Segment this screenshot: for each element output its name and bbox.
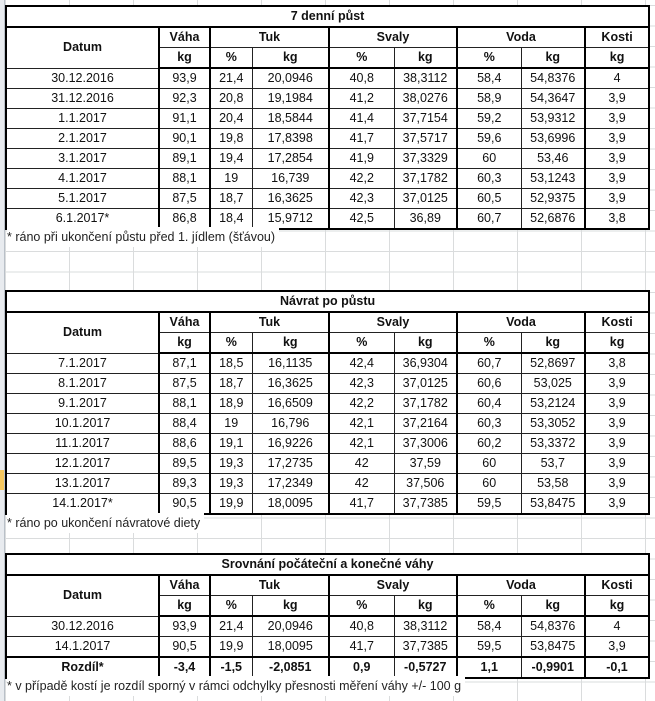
table-row — [6, 374, 649, 394]
cell-tuk-pct[interactable]: 20,4 — [210, 109, 252, 129]
cell-svaly-kg[interactable]: 37,1782 — [394, 169, 457, 189]
cell-datum[interactable]: 14.1.2017* — [6, 494, 159, 515]
header-voda[interactable]: Voda — [457, 312, 585, 333]
cell-svaly-pct[interactable]: 42,3 — [329, 374, 394, 394]
cell-datum[interactable]: 30.12.2016 — [6, 616, 159, 637]
header-datum[interactable]: Datum — [6, 312, 159, 353]
difference-row — [6, 657, 649, 678]
cell-vaha-kg[interactable]: 90,1 — [159, 129, 210, 149]
cell-tuk-pct[interactable]: 18,7 — [210, 374, 252, 394]
cell-voda-pct[interactable]: 60,3 — [457, 414, 521, 434]
cell-vaha-kg[interactable]: 89,5 — [159, 454, 210, 474]
diff-svaly-kg[interactable]: -0,5727 — [394, 657, 457, 678]
cell-tuk-pct[interactable]: 18,5 — [210, 353, 252, 374]
header-tuk[interactable]: Tuk — [210, 575, 329, 596]
cell-tuk-kg[interactable]: 16,3625 — [252, 189, 329, 209]
table-row — [6, 89, 649, 109]
cell-vaha-kg[interactable]: 90,5 — [159, 637, 210, 658]
cell-tuk-pct[interactable]: 19,3 — [210, 454, 252, 474]
header-svaly[interactable]: Svaly — [329, 312, 457, 333]
cell-voda-pct[interactable]: 60 — [457, 454, 521, 474]
cell-tuk-pct[interactable]: 19,3 — [210, 474, 252, 494]
table-row — [6, 149, 649, 169]
cell-vaha-kg[interactable]: 87,5 — [159, 374, 210, 394]
cell-vaha-kg[interactable]: 87,1 — [159, 353, 210, 374]
diff-svaly-pct[interactable]: 0,9 — [329, 657, 394, 678]
cell-datum[interactable]: 7.1.2017 — [6, 353, 159, 374]
cell-svaly-pct[interactable]: 40,8 — [329, 68, 394, 89]
cell-tuk-kg[interactable]: 16,9226 — [252, 434, 329, 454]
table-row — [6, 454, 649, 474]
cell-svaly-pct[interactable]: 42 — [329, 474, 394, 494]
cell-datum[interactable]: 30.12.2016 — [6, 68, 159, 89]
table-title[interactable]: 7 denní půst — [6, 6, 649, 27]
unit-svaly-pct[interactable]: % — [329, 596, 394, 617]
header-tuk[interactable]: Tuk — [210, 27, 329, 48]
cell-tuk-pct[interactable]: 18,7 — [210, 189, 252, 209]
cell-datum[interactable]: 11.1.2017 — [6, 434, 159, 454]
cell-svaly-kg[interactable]: 37,0125 — [394, 189, 457, 209]
cell-vaha-kg[interactable]: 89,3 — [159, 474, 210, 494]
cell-vaha-kg[interactable]: 86,8 — [159, 209, 210, 230]
cell-kosti-kg[interactable]: 3,9 — [585, 149, 649, 169]
cell-voda-pct[interactable]: 58,4 — [457, 616, 521, 637]
cell-svaly-pct[interactable]: 41,4 — [329, 109, 394, 129]
header-vaha[interactable]: Váha — [159, 312, 210, 333]
table-row — [6, 434, 649, 454]
table-row — [6, 394, 649, 414]
unit-vaha-kg[interactable]: kg — [159, 48, 210, 69]
cell-voda-kg[interactable]: 53,1243 — [521, 169, 585, 189]
cell-voda-kg[interactable]: 54,3647 — [521, 89, 585, 109]
cell-svaly-kg[interactable]: 37,0125 — [394, 374, 457, 394]
cell-svaly-kg[interactable]: 37,506 — [394, 474, 457, 494]
unit-voda-pct[interactable]: % — [457, 333, 521, 354]
cell-kosti-kg[interactable]: 3,9 — [585, 414, 649, 434]
cell-svaly-kg[interactable]: 37,59 — [394, 454, 457, 474]
cell-svaly-pct[interactable]: 41,9 — [329, 149, 394, 169]
cell-tuk-pct[interactable]: 21,4 — [210, 68, 252, 89]
cell-kosti-kg[interactable]: 3,9 — [585, 637, 649, 658]
cell-voda-kg[interactable]: 53,58 — [521, 474, 585, 494]
header-voda[interactable]: Voda — [457, 27, 585, 48]
cell-kosti-kg[interactable]: 3,8 — [585, 353, 649, 374]
cell-tuk-pct[interactable]: 19 — [210, 414, 252, 434]
header-vaha[interactable]: Váha — [159, 27, 210, 48]
table-row — [6, 414, 649, 434]
header-voda[interactable]: Voda — [457, 575, 585, 596]
cell-voda-pct[interactable]: 60,2 — [457, 434, 521, 454]
cell-tuk-pct[interactable]: 18,9 — [210, 394, 252, 414]
table-title-row — [6, 291, 649, 312]
table-row — [6, 129, 649, 149]
diff-tuk-pct[interactable]: -1,5 — [210, 657, 252, 678]
diff-tuk-kg[interactable]: -2,0851 — [252, 657, 329, 678]
cell-datum[interactable]: 4.1.2017 — [6, 169, 159, 189]
table-title-row — [6, 554, 649, 575]
selected-row-indicator — [0, 470, 4, 490]
cell-svaly-pct[interactable]: 41,7 — [329, 129, 394, 149]
header-kosti[interactable]: Kosti — [585, 575, 649, 596]
cell-voda-kg[interactable]: 54,8376 — [521, 68, 585, 89]
cell-svaly-kg[interactable]: 37,5717 — [394, 129, 457, 149]
table-row — [6, 474, 649, 494]
unit-vaha-kg[interactable]: kg — [159, 596, 210, 617]
cell-datum[interactable]: 12.1.2017 — [6, 454, 159, 474]
table-row — [6, 353, 649, 374]
diff-kosti-kg[interactable]: -0,1 — [585, 657, 649, 678]
cell-tuk-kg[interactable]: 20,0946 — [252, 616, 329, 637]
cell-tuk-kg[interactable]: 20,0946 — [252, 68, 329, 89]
unit-voda-pct[interactable]: % — [457, 596, 521, 617]
cell-voda-kg[interactable]: 53,9312 — [521, 109, 585, 129]
cell-tuk-kg[interactable]: 17,8398 — [252, 129, 329, 149]
cell-datum[interactable]: 2.1.2017 — [6, 129, 159, 149]
cell-svaly-pct[interactable]: 42,2 — [329, 169, 394, 189]
cell-tuk-kg[interactable]: 18,5844 — [252, 109, 329, 129]
cell-svaly-pct[interactable]: 42 — [329, 454, 394, 474]
diff-voda-kg[interactable]: -0,9901 — [521, 657, 585, 678]
unit-voda-pct[interactable]: % — [457, 48, 521, 69]
table-row — [6, 169, 649, 189]
cell-svaly-kg[interactable]: 38,3112 — [394, 616, 457, 637]
cell-voda-pct[interactable]: 60,3 — [457, 169, 521, 189]
unit-svaly-kg[interactable]: kg — [394, 596, 457, 617]
cell-kosti-kg[interactable]: 3,9 — [585, 394, 649, 414]
cell-kosti-kg[interactable]: 3,9 — [585, 109, 649, 129]
cell-svaly-kg[interactable]: 37,7154 — [394, 109, 457, 129]
header-svaly[interactable]: Svaly — [329, 27, 457, 48]
cell-svaly-kg[interactable]: 37,1782 — [394, 394, 457, 414]
cell-voda-pct[interactable]: 60,7 — [457, 209, 521, 230]
cell-voda-pct[interactable]: 60 — [457, 149, 521, 169]
cell-vaha-kg[interactable]: 93,9 — [159, 616, 210, 637]
cell-kosti-kg[interactable]: 3,9 — [585, 169, 649, 189]
cell-voda-pct[interactable]: 60,6 — [457, 374, 521, 394]
table-row — [6, 637, 649, 658]
data-table-3 — [5, 553, 650, 679]
table-title[interactable]: Srovnání počáteční a konečné váhy — [6, 554, 649, 575]
cell-tuk-kg[interactable]: 18,0095 — [252, 494, 329, 515]
cell-voda-kg[interactable]: 53,8475 — [521, 494, 585, 515]
cell-svaly-pct[interactable]: 41,7 — [329, 637, 394, 658]
cell-tuk-pct[interactable]: 19,1 — [210, 434, 252, 454]
cell-tuk-kg[interactable]: 18,0095 — [252, 637, 329, 658]
cell-voda-kg[interactable]: 54,8376 — [521, 616, 585, 637]
unit-tuk-pct[interactable]: % — [210, 48, 252, 69]
cell-datum[interactable]: 6.1.2017* — [6, 209, 159, 230]
header-row — [6, 27, 649, 48]
cell-svaly-kg[interactable]: 38,3112 — [394, 68, 457, 89]
cell-svaly-kg[interactable]: 37,3006 — [394, 434, 457, 454]
data-table-1 — [5, 5, 650, 230]
cell-voda-pct[interactable]: 59,5 — [457, 494, 521, 515]
cell-voda-kg[interactable]: 53,6996 — [521, 129, 585, 149]
unit-voda-kg[interactable]: kg — [521, 596, 585, 617]
cell-tuk-pct[interactable]: 21,4 — [210, 616, 252, 637]
cell-svaly-kg[interactable]: 37,7385 — [394, 637, 457, 658]
cell-svaly-kg[interactable]: 37,3329 — [394, 149, 457, 169]
diff-label[interactable]: Rozdíl* — [6, 657, 159, 678]
cell-tuk-kg[interactable]: 16,796 — [252, 414, 329, 434]
header-kosti[interactable]: Kosti — [585, 27, 649, 48]
cell-voda-kg[interactable]: 53,7 — [521, 454, 585, 474]
cell-voda-pct[interactable]: 60 — [457, 474, 521, 494]
data-table-2 — [5, 290, 650, 515]
cell-tuk-kg[interactable]: 16,739 — [252, 169, 329, 189]
cell-tuk-kg[interactable]: 16,1135 — [252, 353, 329, 374]
diff-vaha-kg[interactable]: -3,4 — [159, 657, 210, 678]
cell-datum[interactable]: 8.1.2017 — [6, 374, 159, 394]
cell-tuk-kg[interactable]: 16,6509 — [252, 394, 329, 414]
cell-voda-pct[interactable]: 59,2 — [457, 109, 521, 129]
unit-tuk-kg[interactable]: kg — [252, 333, 329, 354]
header-datum[interactable]: Datum — [6, 575, 159, 616]
table-row — [6, 494, 649, 515]
cell-vaha-kg[interactable]: 89,1 — [159, 149, 210, 169]
cell-svaly-pct[interactable]: 42,3 — [329, 189, 394, 209]
cell-tuk-pct[interactable]: 19 — [210, 169, 252, 189]
cell-vaha-kg[interactable]: 93,9 — [159, 68, 210, 89]
unit-voda-kg[interactable]: kg — [521, 333, 585, 354]
cell-vaha-kg[interactable]: 88,1 — [159, 394, 210, 414]
cell-voda-pct[interactable]: 59,6 — [457, 129, 521, 149]
unit-vaha-kg[interactable]: kg — [159, 333, 210, 354]
cell-svaly-pct[interactable]: 42,5 — [329, 209, 394, 230]
cell-vaha-kg[interactable]: 92,3 — [159, 89, 210, 109]
cell-datum[interactable]: 31.12.2016 — [6, 89, 159, 109]
cell-voda-kg[interactable]: 53,025 — [521, 374, 585, 394]
cell-tuk-kg[interactable]: 16,3625 — [252, 374, 329, 394]
cell-svaly-kg[interactable]: 37,2164 — [394, 414, 457, 434]
cell-voda-kg[interactable]: 53,3372 — [521, 434, 585, 454]
unit-tuk-kg[interactable]: kg — [252, 596, 329, 617]
unit-tuk-pct[interactable]: % — [210, 596, 252, 617]
cell-voda-kg[interactable]: 53,8475 — [521, 637, 585, 658]
unit-svaly-kg[interactable]: kg — [394, 48, 457, 69]
cell-svaly-pct[interactable]: 42,1 — [329, 414, 394, 434]
cell-svaly-kg[interactable]: 38,0276 — [394, 89, 457, 109]
header-datum[interactable]: Datum — [6, 27, 159, 68]
cell-vaha-kg[interactable]: 87,5 — [159, 189, 210, 209]
header-svaly[interactable]: Svaly — [329, 575, 457, 596]
cell-kosti-kg[interactable]: 3,9 — [585, 374, 649, 394]
cell-datum[interactable]: 10.1.2017 — [6, 414, 159, 434]
header-row — [6, 312, 649, 333]
table-footnote[interactable]: * ráno při ukončení půstu před 1. jídlem (šťávou) — [7, 227, 279, 247]
table-row — [6, 189, 649, 209]
cell-voda-kg[interactable]: 53,2124 — [521, 394, 585, 414]
cell-kosti-kg[interactable]: 3,9 — [585, 89, 649, 109]
unit-tuk-kg[interactable]: kg — [252, 48, 329, 69]
cell-svaly-pct[interactable]: 42,4 — [329, 353, 394, 374]
unit-tuk-pct[interactable]: % — [210, 333, 252, 354]
cell-tuk-pct[interactable]: 19,4 — [210, 149, 252, 169]
cell-tuk-pct[interactable]: 20,8 — [210, 89, 252, 109]
cell-tuk-pct[interactable]: 19,8 — [210, 129, 252, 149]
cell-voda-kg[interactable]: 53,46 — [521, 149, 585, 169]
cell-tuk-kg[interactable]: 15,9712 — [252, 209, 329, 230]
cell-voda-pct[interactable]: 60,5 — [457, 189, 521, 209]
unit-kosti-kg[interactable]: kg — [585, 333, 649, 354]
cell-vaha-kg[interactable]: 88,6 — [159, 434, 210, 454]
diff-voda-pct[interactable]: 1,1 — [457, 657, 521, 678]
table-title[interactable]: Návrat po půstu — [6, 291, 649, 312]
unit-svaly-pct[interactable]: % — [329, 48, 394, 69]
cell-tuk-kg[interactable]: 17,2735 — [252, 454, 329, 474]
cell-kosti-kg[interactable]: 3,9 — [585, 494, 649, 515]
cell-svaly-pct[interactable]: 42,1 — [329, 434, 394, 454]
header-vaha[interactable]: Váha — [159, 575, 210, 596]
cell-kosti-kg[interactable]: 3,9 — [585, 474, 649, 494]
cell-svaly-kg[interactable]: 36,89 — [394, 209, 457, 230]
cell-vaha-kg[interactable]: 88,1 — [159, 169, 210, 189]
unit-voda-kg[interactable]: kg — [521, 48, 585, 69]
cell-svaly-pct[interactable]: 42,2 — [329, 394, 394, 414]
cell-voda-pct[interactable]: 58,9 — [457, 89, 521, 109]
cell-svaly-pct[interactable]: 41,2 — [329, 89, 394, 109]
cell-datum[interactable]: 1.1.2017 — [6, 109, 159, 129]
cell-tuk-pct[interactable]: 18,4 — [210, 209, 252, 230]
table-title-row — [6, 6, 649, 27]
cell-kosti-kg[interactable]: 3,8 — [585, 209, 649, 230]
cell-tuk-pct[interactable]: 19,9 — [210, 494, 252, 515]
cell-voda-kg[interactable]: 52,6876 — [521, 209, 585, 230]
cell-svaly-kg[interactable]: 37,7385 — [394, 494, 457, 515]
cell-tuk-kg[interactable]: 19,1984 — [252, 89, 329, 109]
table-row — [6, 109, 649, 129]
header-row — [6, 575, 649, 596]
cell-svaly-kg[interactable]: 36,9304 — [394, 353, 457, 374]
cell-voda-pct[interactable]: 58,4 — [457, 68, 521, 89]
unit-kosti-kg[interactable]: kg — [585, 48, 649, 69]
unit-kosti-kg[interactable]: kg — [585, 596, 649, 617]
cell-svaly-pct[interactable]: 40,8 — [329, 616, 394, 637]
unit-svaly-pct[interactable]: % — [329, 333, 394, 354]
cell-kosti-kg[interactable]: 4 — [585, 68, 649, 89]
cell-voda-pct[interactable]: 60,4 — [457, 394, 521, 414]
cell-vaha-kg[interactable]: 91,1 — [159, 109, 210, 129]
cell-kosti-kg[interactable]: 4 — [585, 616, 649, 637]
cell-tuk-pct[interactable]: 19,9 — [210, 637, 252, 658]
header-tuk[interactable]: Tuk — [210, 312, 329, 333]
cell-svaly-pct[interactable]: 41,7 — [329, 494, 394, 515]
cell-vaha-kg[interactable]: 90,5 — [159, 494, 210, 515]
unit-svaly-kg[interactable]: kg — [394, 333, 457, 354]
cell-vaha-kg[interactable]: 88,4 — [159, 414, 210, 434]
cell-kosti-kg[interactable]: 3,9 — [585, 129, 649, 149]
cell-voda-kg[interactable]: 52,8697 — [521, 353, 585, 374]
cell-datum[interactable]: 3.1.2017 — [6, 149, 159, 169]
table-footnote[interactable]: * v případě kostí je rozdíl sporný v rámci odchylky přesnosti měření váhy +/- 100 g — [7, 676, 465, 696]
cell-voda-pct[interactable]: 60,7 — [457, 353, 521, 374]
table-footnote[interactable]: * ráno po ukončení návratové diety — [7, 513, 204, 533]
cell-datum[interactable]: 14.1.2017 — [6, 637, 159, 658]
cell-voda-pct[interactable]: 59,5 — [457, 637, 521, 658]
table-row — [6, 616, 649, 637]
cell-voda-kg[interactable]: 53,3052 — [521, 414, 585, 434]
table-row — [6, 68, 649, 89]
cell-datum[interactable]: 5.1.2017 — [6, 189, 159, 209]
cell-voda-kg[interactable]: 52,9375 — [521, 189, 585, 209]
cell-kosti-kg[interactable]: 3,9 — [585, 454, 649, 474]
cell-tuk-kg[interactable]: 17,2349 — [252, 474, 329, 494]
table-row — [6, 209, 649, 230]
cell-tuk-kg[interactable]: 17,2854 — [252, 149, 329, 169]
cell-datum[interactable]: 9.1.2017 — [6, 394, 159, 414]
cell-kosti-kg[interactable]: 3,9 — [585, 434, 649, 454]
cell-datum[interactable]: 13.1.2017 — [6, 474, 159, 494]
cell-kosti-kg[interactable]: 3,9 — [585, 189, 649, 209]
header-kosti[interactable]: Kosti — [585, 312, 649, 333]
